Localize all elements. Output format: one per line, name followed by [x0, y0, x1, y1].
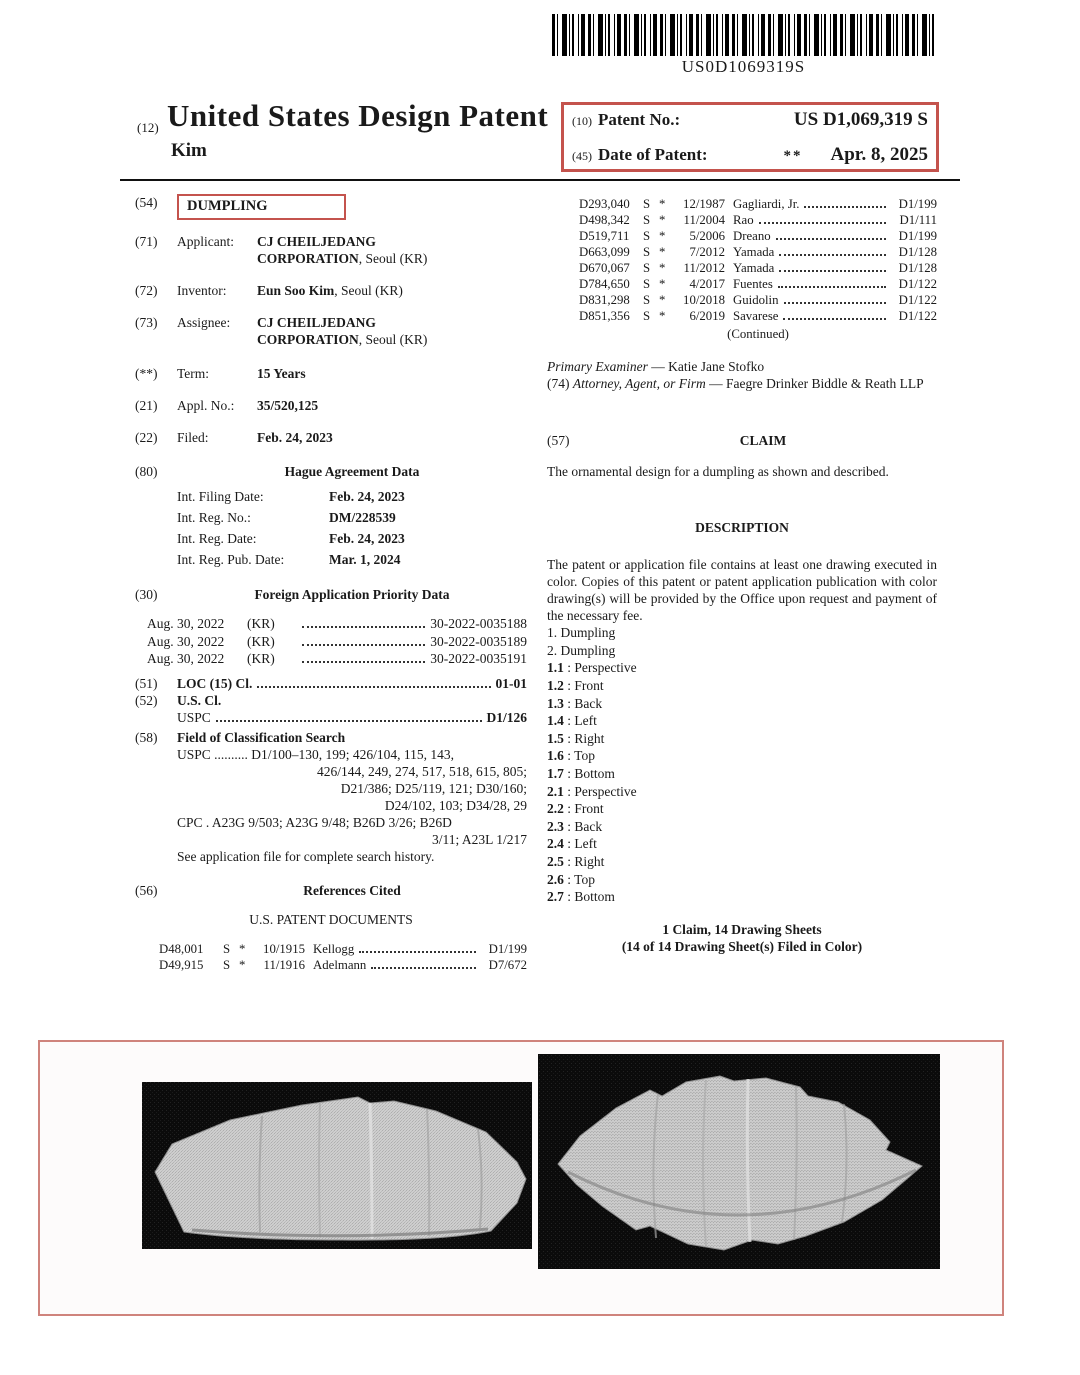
figure-label: Dumpling — [560, 625, 616, 641]
asterisk: * — [659, 213, 666, 227]
view-sep: : — [563, 783, 575, 799]
hague-value: Mar. 1, 2024 — [329, 552, 401, 567]
cited-name: Gagliardi, Jr. — [733, 197, 800, 211]
view-label: Top — [574, 748, 595, 764]
dot-leader — [779, 260, 886, 272]
hague-value: Feb. 24, 2023 — [329, 531, 405, 546]
patent-no-tag: (10) — [572, 114, 592, 128]
left-column — [135, 194, 527, 973]
applicant-name: CJ CHEILJEDANG — [257, 234, 376, 249]
priority-tag: (30) — [135, 587, 158, 602]
date-of-patent-row — [572, 146, 928, 165]
inventor-row — [135, 282, 527, 299]
hague-value: DM/228539 — [329, 510, 396, 525]
filed-row — [135, 429, 527, 446]
assignee-value — [257, 314, 527, 348]
hague-row — [177, 486, 527, 507]
cited-name: Guidolin — [733, 293, 779, 307]
attorney-name: Faegre Drinker Biddle & Reath LLP — [726, 376, 924, 392]
term-value: 15 Years — [257, 366, 306, 381]
view-label: Top — [574, 871, 595, 887]
view-label: Right — [574, 730, 605, 746]
dot-leader — [302, 651, 425, 663]
dot-leader — [784, 292, 886, 304]
design-title: DUMPLING — [177, 194, 346, 220]
kind-code: S — [643, 213, 651, 227]
references-tag: (56) — [135, 882, 158, 898]
dumpling-front-photo — [142, 1082, 532, 1249]
field-tag: (58) — [135, 729, 158, 745]
claim-tag: (57) — [547, 433, 570, 449]
kind-code: S — [643, 245, 651, 259]
hague-row — [177, 528, 527, 549]
kind-code: S — [643, 293, 651, 307]
continued-note: (Continued) — [727, 327, 789, 341]
uspc-search-line: D21/386; D25/119, 121; D30/160; — [340, 780, 527, 796]
dot-leader — [302, 634, 425, 646]
cited-class: D1/199 — [898, 197, 937, 211]
kind-code: S — [643, 261, 651, 275]
view-sep: : — [563, 889, 575, 905]
cited-name: Rao — [733, 213, 754, 227]
uspc-label: USPC — [177, 709, 211, 725]
cited-class: D1/128 — [898, 245, 937, 259]
date-label: Date of Patent: — [598, 145, 708, 164]
view-sep: : — [563, 695, 575, 711]
assignee-label: Assignee: — [177, 315, 231, 330]
us-patent-documents-title: U.S. PATENT DOCUMENTS — [249, 911, 413, 927]
dot-leader — [371, 957, 476, 969]
us-cl-label: U.S. Cl. — [177, 692, 222, 708]
assignee-row — [135, 314, 527, 348]
search-history-note: See application file for complete search history. — [177, 848, 435, 864]
applicant-value — [257, 233, 527, 267]
citation-row — [579, 292, 937, 308]
hague-label: Int. Reg. Pub. Date: — [177, 552, 285, 567]
view-num: 2.3 — [547, 818, 564, 834]
priority-country: (KR) — [247, 616, 275, 631]
priority-country: (KR) — [247, 651, 275, 666]
priority-header-row — [135, 586, 527, 603]
dot-leader — [257, 676, 490, 688]
view-item — [547, 835, 937, 853]
view-num: 1.4 — [547, 713, 564, 729]
assignee-name2: CORPORATION — [257, 332, 359, 347]
hague-row — [177, 549, 527, 570]
color-drawings-note: (14 of 14 Drawing Sheet(s) Filed in Color) — [621, 938, 863, 954]
dumpling-front-image — [142, 1082, 532, 1249]
priority-table — [147, 615, 527, 668]
cited-date: 11/1916 — [263, 957, 305, 972]
cited-class: D1/122 — [898, 277, 937, 291]
kind-code: S — [643, 309, 651, 323]
us-cl-row — [135, 692, 527, 709]
claim-title: CLAIM — [739, 433, 787, 449]
view-num: 2.4 — [547, 836, 564, 852]
hague-label: Int. Reg. No.: — [177, 510, 251, 525]
priority-date: Aug. 30, 2022 — [147, 651, 225, 666]
inventor-label: Inventor: — [177, 283, 227, 298]
dumpling-perspective-image — [538, 1054, 940, 1269]
attorney-label: Attorney, Agent, or Firm — [572, 376, 706, 392]
patent-no-row — [572, 111, 928, 130]
asterisk: * — [659, 197, 666, 211]
patent-no-label: Patent No.: — [598, 110, 681, 129]
dash: — — [651, 359, 665, 375]
view-num: 1.1 — [547, 660, 564, 676]
applicant-name2: CORPORATION — [257, 251, 359, 266]
appl-value: 35/520,125 — [257, 398, 319, 413]
uspc-value: D1/126 — [486, 709, 527, 725]
filed-value: Feb. 24, 2023 — [257, 430, 333, 445]
view-item — [547, 747, 937, 765]
cited-date: 6/2019 — [689, 309, 725, 323]
cited-date: 7/2012 — [689, 245, 725, 259]
view-num: 2.7 — [547, 889, 564, 905]
view-label: Front — [574, 801, 604, 817]
references-header-row — [135, 882, 527, 899]
cited-name: Savarese — [733, 309, 779, 323]
citation-row — [579, 196, 937, 212]
view-sep: : — [563, 730, 575, 746]
view-num: 1.7 — [547, 765, 564, 781]
view-sep: : — [563, 853, 575, 869]
figure-num: 1. — [547, 625, 558, 641]
priority-number: 30-2022-0035188 — [430, 616, 527, 631]
asterisk: * — [659, 229, 666, 243]
asterisk: * — [659, 309, 666, 323]
uspc-search-line: 426/144, 249, 274, 517, 518, 615, 805; — [316, 763, 527, 779]
dot-leader — [302, 616, 425, 628]
inventor-tag: (72) — [135, 283, 158, 298]
attorney-tag: (74) — [547, 376, 570, 392]
figure-item — [547, 624, 937, 642]
inventor-location: , Seoul (KR) — [334, 283, 403, 298]
priority-number: 30-2022-0035191 — [430, 651, 527, 666]
kind-code-tag: (12) — [137, 120, 159, 135]
view-label: Right — [574, 853, 605, 869]
cited-name: Dreano — [733, 229, 771, 243]
cited-patent-number: D519,711 — [579, 229, 630, 243]
cited-patent-number: D831,298 — [579, 293, 630, 307]
filed-label: Filed: — [177, 430, 209, 445]
assignee-tag: (73) — [135, 315, 158, 330]
hague-label: Int. Filing Date: — [177, 489, 264, 504]
uspc-value-row — [135, 709, 527, 726]
right-column — [547, 196, 937, 955]
view-sep: : — [563, 871, 575, 887]
dot-leader — [804, 196, 886, 208]
cited-class: D1/111 — [899, 213, 937, 227]
figure-list — [547, 624, 937, 906]
view-sep: : — [563, 677, 575, 693]
loc-class-row — [135, 675, 527, 692]
examiner-name: Katie Jane Stofko — [668, 359, 765, 375]
header-divider — [120, 179, 960, 181]
view-item — [547, 818, 937, 836]
asterisk: * — [659, 277, 666, 291]
citation-row — [579, 228, 937, 244]
appl-no-row — [135, 397, 527, 414]
cited-patent-number: D784,650 — [579, 277, 630, 291]
view-label: Left — [574, 713, 597, 729]
applicant-row — [135, 233, 527, 267]
cited-class: D1/199 — [488, 941, 527, 956]
kind-code: S — [223, 957, 231, 972]
cited-patent-number: D498,342 — [579, 213, 630, 227]
design-title-row — [135, 194, 527, 220]
view-label: Perspective — [574, 660, 637, 676]
hague-value: Feb. 24, 2023 — [329, 489, 405, 504]
cited-date: 10/1915 — [263, 941, 305, 956]
priority-row — [147, 650, 527, 668]
cited-date: 11/2012 — [683, 261, 725, 275]
cited-date: 12/1987 — [683, 197, 725, 211]
cpc-search-line: CPC . A23G 9/503; A23G 9/48; B26D 3/26; B26D — [177, 814, 452, 830]
cpc-search-line: 3/11; A23L 1/217 — [431, 831, 527, 847]
view-sep: : — [563, 748, 575, 764]
priority-title: Foreign Application Priority Data — [254, 587, 450, 602]
dash: — — [709, 376, 723, 392]
citation-row — [579, 276, 937, 292]
figure-item — [547, 642, 937, 660]
applicant-label: Applicant: — [177, 234, 234, 249]
hague-label: Int. Reg. Date: — [177, 531, 257, 546]
left-citation-table — [159, 941, 527, 973]
hague-table — [177, 486, 527, 570]
asterisk: * — [239, 957, 246, 972]
hague-row — [177, 507, 527, 528]
dot-leader — [359, 941, 476, 953]
right-citation-table — [579, 196, 937, 341]
dot-leader — [776, 228, 886, 240]
priority-country: (KR) — [247, 633, 275, 649]
claim-summary: 1 Claim, 14 Drawing Sheets — [662, 921, 822, 937]
figure-label: Dumpling — [560, 642, 616, 658]
view-sep: : — [563, 660, 575, 676]
applicant-location: , Seoul (KR) — [358, 251, 428, 266]
view-label: Back — [574, 818, 603, 834]
view-item — [547, 800, 937, 818]
appl-tag: (21) — [135, 398, 158, 413]
view-item — [547, 783, 937, 801]
hague-tag: (80) — [135, 464, 158, 479]
date-tag: (45) — [572, 149, 592, 163]
dot-leader — [216, 710, 482, 722]
kind-code: S — [643, 229, 651, 243]
view-item — [547, 871, 937, 889]
us-cl-tag: (52) — [135, 692, 158, 708]
cited-class: D7/672 — [488, 957, 527, 972]
view-label: Front — [574, 677, 604, 693]
cited-name: Adelmann — [313, 957, 367, 972]
citation-row — [579, 244, 937, 260]
dot-leader — [759, 212, 886, 224]
date-value: Apr. 8, 2025 — [830, 144, 928, 165]
term-tag: (**) — [135, 366, 158, 381]
assignee-location: , Seoul (KR) — [358, 332, 428, 347]
drawing-sheet-box — [38, 1040, 1004, 1316]
priority-date: Aug. 30, 2022 — [147, 616, 225, 631]
hague-header-row — [135, 463, 527, 480]
view-sep: : — [563, 801, 575, 817]
cited-name: Yamada — [733, 261, 775, 275]
examiner-label: Primary Examiner — [547, 359, 648, 375]
appl-label: Appl. No.: — [177, 398, 235, 413]
term-label: Term: — [177, 366, 210, 381]
asterisk: * — [239, 941, 246, 956]
asterisk: * — [659, 245, 666, 259]
view-num: 2.5 — [547, 853, 564, 869]
loc-value: 01-01 — [495, 675, 527, 691]
cited-class: D1/122 — [898, 293, 937, 307]
uspc-search-line: USPC .......... D1/100–130, 199; 426/104, 115, 143, — [177, 746, 455, 762]
view-label: Bottom — [574, 889, 615, 905]
view-item — [547, 888, 937, 906]
cited-date: 4/2017 — [689, 277, 725, 291]
page-title: United States Design Patent — [167, 98, 549, 133]
cited-patent-number: D851,356 — [579, 309, 630, 323]
view-num: 2.2 — [547, 801, 564, 817]
view-sep: : — [563, 818, 575, 834]
view-num: 2.6 — [547, 871, 564, 887]
view-item — [547, 659, 937, 677]
inventor-name: Eun Soo Kim — [257, 283, 335, 298]
loc-label: LOC (15) Cl. — [177, 675, 253, 691]
priority-number: 30-2022-0035189 — [430, 633, 527, 649]
priority-row — [147, 615, 527, 633]
field-search-body — [177, 746, 527, 865]
view-label: Bottom — [574, 765, 615, 781]
view-label: Perspective — [574, 783, 637, 799]
title-tag: (54) — [135, 195, 158, 210]
cited-date: 11/2004 — [683, 213, 725, 227]
view-item — [547, 695, 937, 713]
view-item — [547, 712, 937, 730]
patent-no-value: US D1,069,319 S — [793, 109, 928, 130]
kind-code: S — [223, 941, 231, 956]
description-text: The patent or application file contains at least one drawing executed in color. Copies of this patent or patent application publication with color drawing(s) will be provided by the Office upon request and payment of the necessary fee. — [547, 557, 937, 624]
asterisk: * — [659, 293, 666, 307]
view-num: 1.5 — [547, 730, 564, 746]
citation-row — [159, 941, 527, 957]
claim-header-row — [547, 432, 937, 449]
view-sep: : — [563, 713, 575, 729]
dot-leader — [778, 276, 886, 288]
view-num: 1.6 — [547, 748, 564, 764]
dot-leader — [783, 308, 886, 320]
patent-number-box — [561, 102, 939, 172]
dot-leader — [779, 244, 886, 256]
view-item — [547, 765, 937, 783]
cited-class: D1/128 — [898, 261, 937, 275]
view-item — [547, 730, 937, 748]
cited-patent-number: D293,040 — [579, 197, 630, 211]
cited-class: D1/199 — [898, 229, 937, 243]
examiner-line — [547, 358, 937, 375]
description-title: DESCRIPTION — [695, 520, 789, 536]
inventor-surname: Kim — [171, 140, 207, 161]
figure-num: 2. — [547, 642, 558, 658]
cited-name: Kellogg — [313, 941, 355, 956]
view-sep: : — [563, 836, 575, 852]
inventor-value — [257, 282, 527, 299]
view-label: Left — [574, 836, 597, 852]
kind-code: S — [643, 197, 651, 211]
barcode-number: US0D1069319S — [681, 57, 806, 76]
cited-name: Yamada — [733, 245, 775, 259]
cited-name: Fuentes — [733, 277, 773, 291]
cited-date: 10/2018 — [683, 293, 725, 307]
cited-patent-number: D49,915 — [159, 957, 204, 972]
loc-tag: (51) — [135, 675, 158, 691]
filed-tag: (22) — [135, 430, 158, 445]
term-asterisks: ** — [783, 148, 803, 164]
cited-class: D1/122 — [898, 309, 937, 323]
citation-row — [579, 308, 937, 324]
view-label: Back — [574, 695, 603, 711]
assignee-name: CJ CHEILJEDANG — [257, 315, 376, 330]
field-label: Field of Classification Search — [177, 729, 346, 745]
hague-title: Hague Agreement Data — [284, 464, 420, 479]
cited-date: 5/2006 — [689, 229, 725, 243]
view-num: 2.1 — [547, 783, 564, 799]
kind-code: S — [643, 277, 651, 291]
claim-text: The ornamental design for a dumpling as shown and described. — [547, 464, 889, 480]
applicant-tag: (71) — [135, 234, 158, 249]
citation-row — [159, 957, 527, 973]
barcode-icon — [552, 14, 935, 56]
view-item — [547, 853, 937, 871]
citation-row — [579, 212, 937, 228]
term-row — [135, 365, 527, 382]
cited-patent-number: D670,067 — [579, 261, 630, 275]
asterisk: * — [659, 261, 666, 275]
priority-date: Aug. 30, 2022 — [147, 633, 225, 649]
cited-patent-number: D48,001 — [159, 941, 204, 956]
view-num: 1.3 — [547, 695, 564, 711]
view-sep: : — [563, 765, 575, 781]
attorney-line — [547, 375, 937, 392]
citation-row — [579, 260, 937, 276]
field-search-row — [135, 729, 527, 746]
uspc-search-line: D24/102, 103; D34/28, 29 — [384, 797, 527, 813]
priority-row — [147, 633, 527, 651]
references-title: References Cited — [303, 882, 401, 898]
cited-patent-number: D663,099 — [579, 245, 630, 259]
dumpling-perspective-photo — [538, 1054, 940, 1269]
view-num: 1.2 — [547, 677, 564, 693]
view-item — [547, 677, 937, 695]
